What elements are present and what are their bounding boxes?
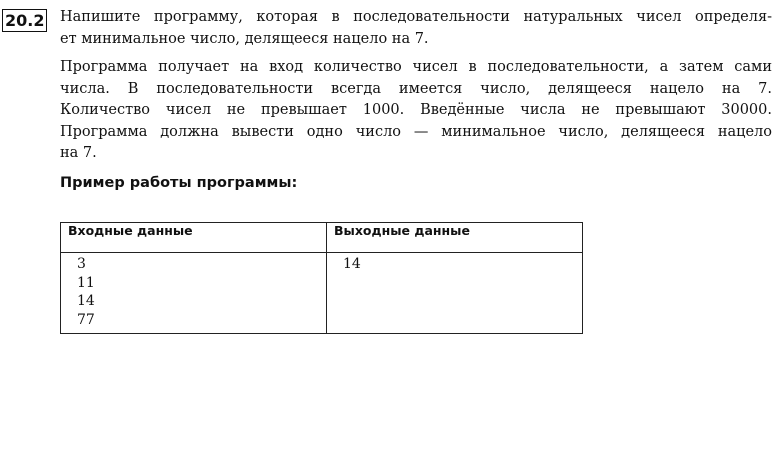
output-column-header: Выходные данные: [327, 223, 583, 253]
description-line: Программа получает на вход количество чисел в последовательности, а затем сами: [60, 59, 772, 75]
problem-number: 20.2: [2, 9, 47, 32]
input-value: 14: [77, 293, 95, 309]
description-line: Программа должна вывести одно число — минимальное число, делящееся нацело: [60, 123, 772, 140]
table-header-row: [61, 223, 583, 253]
problem-description: [60, 57, 772, 165]
example-io-table: [60, 222, 583, 334]
input-value: 3: [77, 256, 86, 272]
problem-intro: [60, 7, 772, 50]
output-data-cell: [327, 253, 583, 334]
output-value: 14: [343, 256, 361, 272]
input-value: 77: [77, 311, 95, 328]
example-title: Пример работы программы:: [60, 175, 298, 191]
input-value: 11: [77, 274, 95, 291]
description-line: Количество чисел не превышает 1000. Введённые числа не превышают 30000.: [60, 102, 772, 118]
input-data-cell: [61, 253, 327, 334]
intro-line: Напишите программу, которая в последовательности натуральных чисел определя-: [60, 9, 772, 25]
table-row: [61, 253, 583, 334]
intro-line: ет минимальное число, делящееся нацело на 7.: [60, 30, 429, 47]
description-line: числа. В последовательности всегда имеется число, делящееся нацело на 7.: [60, 80, 772, 97]
input-column-header: Входные данные: [61, 223, 327, 253]
description-line: на 7.: [60, 145, 97, 161]
